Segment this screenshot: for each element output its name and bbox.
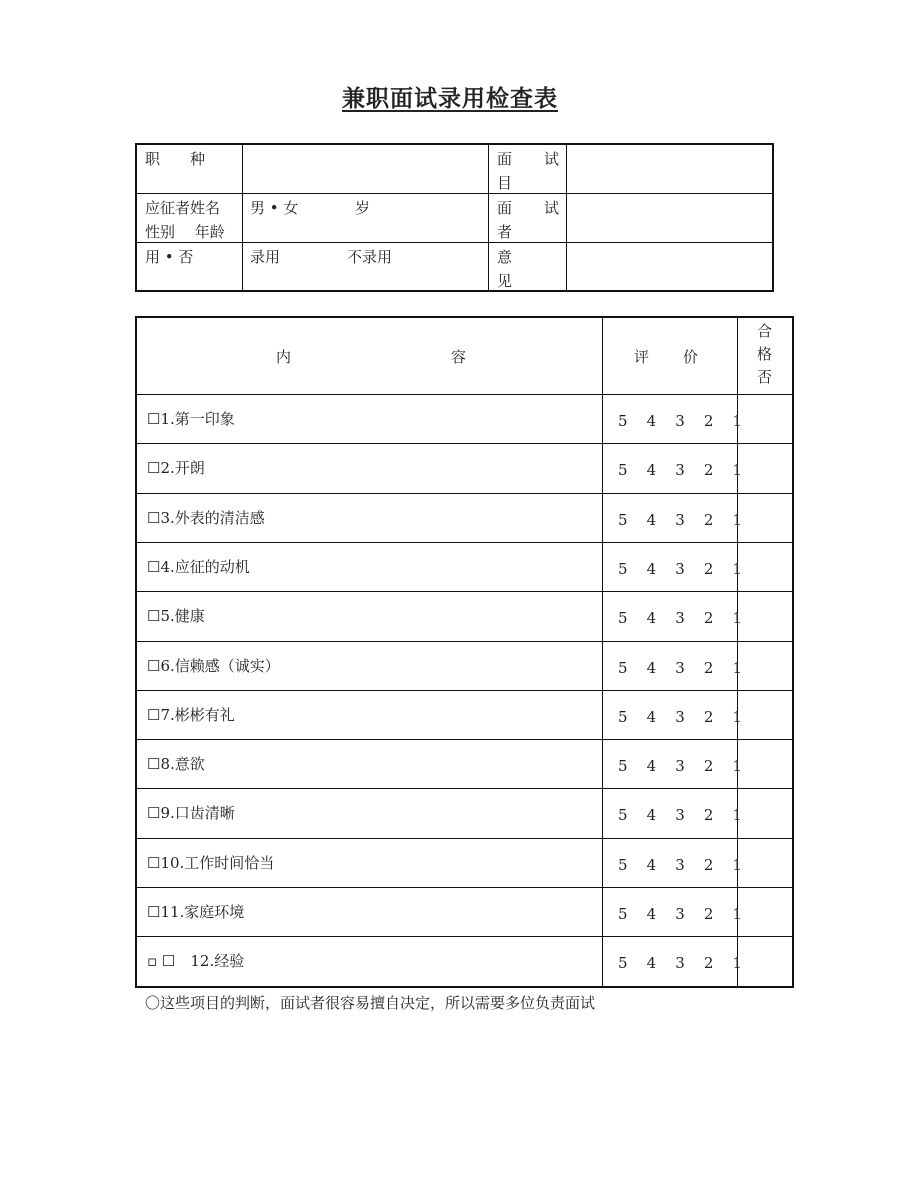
pass-cell[interactable]: [741, 840, 791, 884]
score-options: [618, 510, 742, 530]
interview-item-field[interactable]: [571, 147, 771, 191]
job-type-field[interactable]: [247, 147, 483, 191]
item-label[interactable]: ☐11.家庭环境: [147, 903, 245, 921]
item-label[interactable]: ☐10.工作时间恰当: [147, 854, 275, 872]
score-option[interactable]: 2: [703, 708, 714, 726]
score-option[interactable]: 1: [732, 659, 742, 677]
score-option[interactable]: 5: [618, 609, 628, 627]
hire-decision-label: 用 • 否: [145, 248, 194, 266]
item-label[interactable]: ☐4.应征的动机: [147, 558, 250, 576]
score-option[interactable]: 5: [618, 412, 628, 430]
score-option[interactable]: 2: [703, 806, 714, 824]
score-option[interactable]: 5: [618, 560, 628, 578]
item-label[interactable]: ▫ ☐ 12.经验: [147, 952, 245, 970]
score-option[interactable]: 4: [646, 659, 657, 677]
pass-cell[interactable]: [741, 544, 791, 588]
score-option[interactable]: 5: [618, 905, 628, 923]
score-option[interactable]: 3: [675, 461, 685, 479]
score-option[interactable]: 1: [732, 609, 742, 627]
score-option[interactable]: 4: [646, 954, 657, 972]
pass-cell[interactable]: [741, 790, 791, 834]
score-option[interactable]: 5: [618, 708, 628, 726]
score-options: [618, 658, 742, 678]
score-option[interactable]: 5: [618, 806, 628, 824]
score-options: [618, 855, 742, 875]
score-option[interactable]: 5: [618, 757, 628, 775]
interviewer-field[interactable]: [571, 196, 771, 240]
score-option[interactable]: 5: [618, 954, 628, 972]
item-label[interactable]: ☐8.意欲: [147, 755, 205, 773]
score-option[interactable]: 5: [618, 511, 628, 529]
score-option[interactable]: 4: [646, 757, 657, 775]
pass-cell[interactable]: [741, 692, 791, 736]
score-option[interactable]: 4: [646, 905, 657, 923]
opinion-label: 意 见: [497, 248, 513, 290]
score-option[interactable]: 1: [732, 560, 742, 578]
score-option[interactable]: 1: [732, 708, 742, 726]
name-gender-age-label: 应征者姓名 性别 年龄: [145, 199, 225, 241]
score-option[interactable]: 4: [646, 560, 657, 578]
score-option[interactable]: 2: [703, 954, 714, 972]
score-option[interactable]: 5: [618, 659, 628, 677]
score-option[interactable]: 3: [675, 905, 685, 923]
score-option[interactable]: 3: [675, 757, 685, 775]
score-option[interactable]: 1: [732, 856, 742, 874]
pass-header: 合 格 否: [757, 322, 773, 386]
job-type-label: 职 种: [145, 150, 206, 168]
score-option[interactable]: 2: [703, 412, 714, 430]
score-option[interactable]: 3: [675, 659, 685, 677]
score-options: [618, 707, 742, 727]
score-option[interactable]: 3: [675, 806, 685, 824]
score-option[interactable]: 4: [646, 412, 657, 430]
score-option[interactable]: 3: [675, 708, 685, 726]
gender-options[interactable]: 男 • 女: [250, 199, 299, 217]
opinion-field[interactable]: [571, 245, 771, 289]
score-option[interactable]: 4: [646, 609, 657, 627]
pass-cell[interactable]: [741, 593, 791, 637]
item-label[interactable]: ☐7.彬彬有礼: [147, 706, 235, 724]
pass-cell[interactable]: [741, 741, 791, 785]
score-option[interactable]: 2: [703, 659, 714, 677]
reject-option[interactable]: 不录用: [347, 248, 393, 266]
content-header: 内 容: [276, 348, 467, 366]
score-option[interactable]: 1: [732, 954, 742, 972]
score-option[interactable]: 2: [703, 905, 714, 923]
score-option[interactable]: 1: [732, 757, 742, 775]
form-title: 兼职面试录用检查表: [342, 86, 558, 112]
score-option[interactable]: 2: [703, 609, 714, 627]
score-option[interactable]: 4: [646, 806, 657, 824]
item-label[interactable]: ☐1.第一印象: [147, 410, 235, 428]
item-label[interactable]: ☐5.健康: [147, 607, 205, 625]
applicant-info-table: [135, 143, 774, 292]
score-option[interactable]: 2: [703, 461, 714, 479]
score-options: [618, 608, 742, 628]
item-label[interactable]: ☐2.开朗: [147, 459, 205, 477]
score-option[interactable]: 3: [675, 511, 685, 529]
score-option[interactable]: 2: [703, 560, 714, 578]
score-option[interactable]: 3: [675, 954, 685, 972]
score-option[interactable]: 1: [732, 905, 742, 923]
item-label[interactable]: ☐6.信赖感（诚实）: [147, 657, 280, 675]
score-options: [618, 559, 742, 579]
score-option[interactable]: 4: [646, 856, 657, 874]
score-options: [618, 756, 742, 776]
interviewer-label: 面 试 者: [497, 199, 559, 241]
score-option[interactable]: 5: [618, 461, 628, 479]
pass-cell[interactable]: [741, 396, 791, 440]
score-options: [618, 953, 742, 973]
item-label[interactable]: ☐9.口齿清晰: [147, 804, 235, 822]
score-option[interactable]: 3: [675, 560, 685, 578]
hire-option[interactable]: 录用: [250, 248, 281, 266]
score-option[interactable]: 4: [646, 461, 657, 479]
footnote: 〇这些项目的判断，面试者很容易擅自决定，所以需要多位负责面试: [145, 994, 596, 1012]
score-option[interactable]: 1: [732, 461, 742, 479]
score-options: [618, 411, 742, 431]
score-option[interactable]: 3: [675, 609, 685, 627]
score-option[interactable]: 4: [646, 511, 657, 529]
pass-cell[interactable]: [741, 495, 791, 539]
interview-item-label: 面 试 目: [497, 150, 559, 192]
score-option[interactable]: 1: [732, 412, 742, 430]
score-option[interactable]: 3: [675, 856, 685, 874]
score-option[interactable]: 2: [703, 757, 714, 775]
evaluation-table: [135, 316, 794, 988]
score-option[interactable]: 3: [675, 412, 685, 430]
pass-cell[interactable]: [741, 889, 791, 933]
pass-cell[interactable]: [741, 643, 791, 687]
score-option[interactable]: 2: [703, 511, 714, 529]
pass-cell[interactable]: [741, 445, 791, 489]
score-option[interactable]: 4: [646, 708, 657, 726]
score-options: [618, 460, 742, 480]
age-unit: 岁: [355, 199, 371, 217]
item-label[interactable]: ☐3.外表的清洁感: [147, 509, 265, 527]
score-option[interactable]: 5: [618, 856, 628, 874]
pass-cell[interactable]: [741, 938, 791, 982]
score-option[interactable]: 2: [703, 856, 714, 874]
score-options: [618, 805, 742, 825]
score-option[interactable]: 1: [732, 806, 742, 824]
score-option[interactable]: 1: [732, 511, 742, 529]
score-options: [618, 904, 742, 924]
rating-header: 评 价: [634, 348, 699, 366]
